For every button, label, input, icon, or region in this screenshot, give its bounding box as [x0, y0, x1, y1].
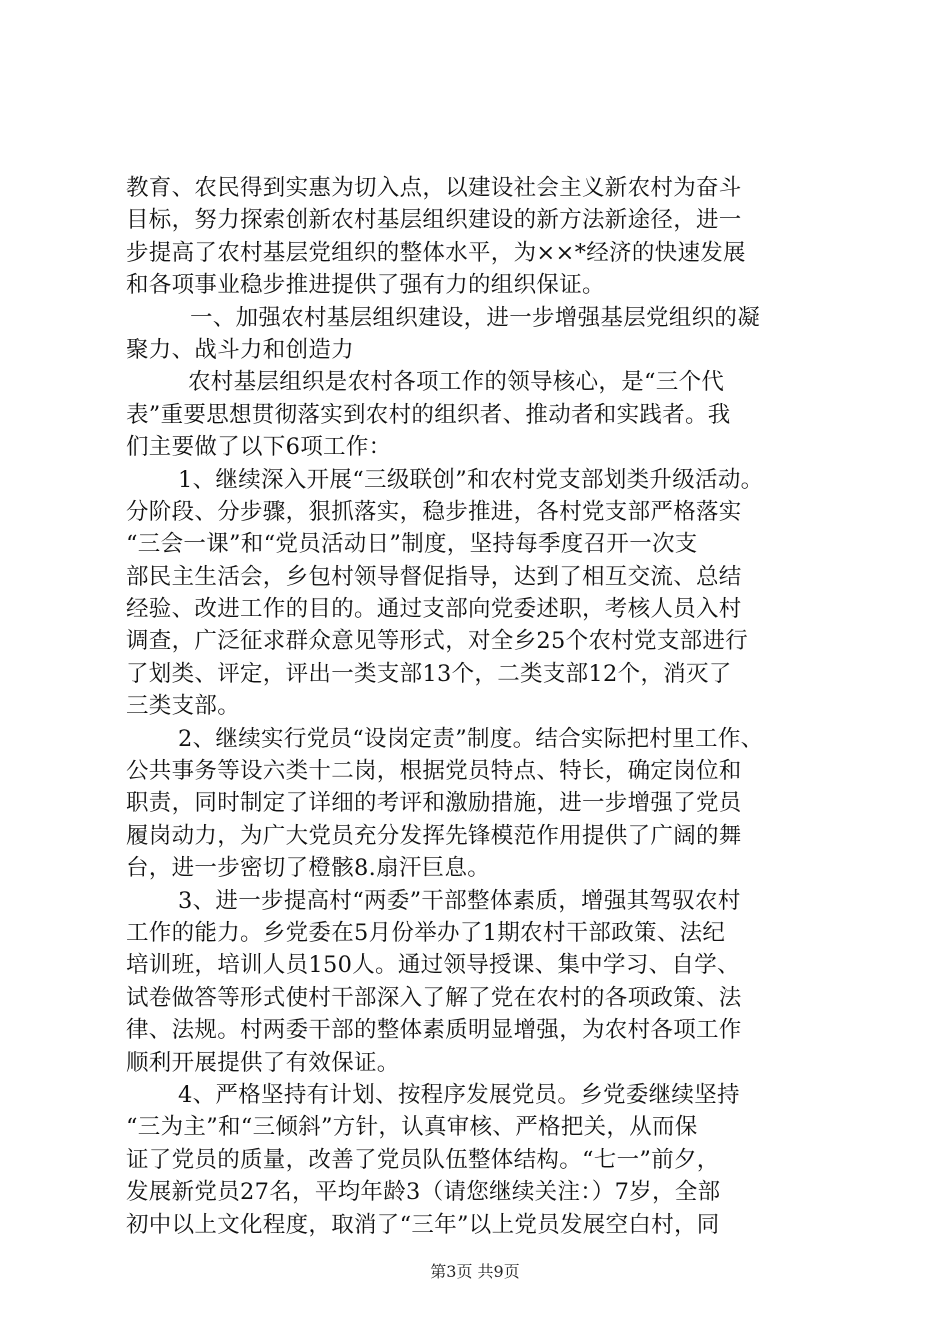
- text-line: “三会一课”和“党员活动日”制度，坚持每季度召开一次支: [126, 531, 698, 558]
- text-line: 了划类、评定，评出一类支部13个，二类支部12个，消灭了: [126, 660, 732, 687]
- text-line: 一、加强农村基层组织建设，进一步增强基层党组织的凝: [190, 304, 761, 331]
- text-line: 职责，同时制定了详细的考评和激励措施，进一步增强了党员: [126, 790, 742, 817]
- text-line: 们主要做了以下6项工作：: [126, 434, 392, 461]
- text-line: 履岗动力，为广大党员充分发挥先锋模范作用提供了广阔的舞: [126, 822, 742, 849]
- text-line: “三为主”和“三倾斜”方针，认真审核、严格把关，从而保: [126, 1114, 698, 1141]
- text-line: 4、严格坚持有计划、按程序发展党员。乡党委继续坚持: [178, 1081, 740, 1108]
- text-line: 部民主生活会，乡包村领导督促指导，达到了相互交流、总结: [126, 563, 742, 590]
- text-line: 培训班，培训人员150人。通过领导授课、集中学习、自学、: [126, 952, 740, 979]
- text-line: 调查，广泛征求群众意见等形式，对全乡25个农村党支部进行: [126, 628, 749, 655]
- text-line: 表”重要思想贯彻落实到农村的组织者、推动者和实践者。我: [126, 401, 731, 428]
- text-line: 1、继续深入开展“三级联创”和农村党支部划类升级活动。: [178, 466, 764, 493]
- text-line: 顺利开展提供了有效保证。: [126, 1049, 400, 1076]
- text-line: 步提高了农村基层党组织的整体水平，为××*经济的快速发展: [126, 239, 746, 266]
- document-body: [126, 172, 834, 1241]
- text-line: 分阶段、分步骤，狠抓落实，稳步推进，各村党支部严格落实: [126, 498, 742, 525]
- text-line: 公共事务等设六类十二岗，根据党员特点、特长，确定岗位和: [126, 758, 742, 785]
- text-line: 3、进一步提高村“两委”干部整体素质，增强其驾驭农村: [178, 887, 741, 914]
- text-line: 证了党员的质量，改善了党员队伍整体结构。“七一”前夕，: [126, 1146, 720, 1173]
- text-line: 工作的能力。乡党委在5月份举办了1期农村干部政策、法纪: [126, 919, 726, 946]
- text-line: 和各项事业稳步推进提供了强有力的组织保证。: [126, 272, 605, 299]
- text-line: 台，进一步密切了橙骸8.扇汗巨息。: [126, 855, 491, 882]
- text-line: 律、法规。村两委干部的整体素质明显增强，为农村各项工作: [126, 1017, 742, 1044]
- text-line: 教育、农民得到实惠为切入点，以建设社会主义新农村为奋斗: [126, 175, 742, 201]
- page-footer: 第3页 共9页: [430, 1262, 520, 1281]
- text-line: 经验、改进工作的目的。通过支部向党委述职，考核人员入村: [126, 596, 742, 623]
- text-line: 2、继续实行党员“设岗定责”制度。结合实际把村里工作、: [178, 725, 764, 752]
- text-line: 目标，努力探索创新农村基层组织建设的新方法新途径，进一: [126, 207, 742, 234]
- text-line: 农村基层组织是农村各项工作的领导核心，是“三个代: [188, 369, 725, 396]
- text-line: 三类支部。: [126, 693, 241, 720]
- text-line: 初中以上文化程度，取消了“三年”以上党员发展空白村，同: [126, 1211, 720, 1238]
- text-line: 发展新党员27名，平均年龄3（请您继续关注：）7岁，全部: [126, 1179, 721, 1206]
- text-line: 聚力、战斗力和创造力: [126, 336, 355, 363]
- text-line: 试卷做答等形式使村干部深入了解了党在农村的各项政策、法: [126, 984, 742, 1011]
